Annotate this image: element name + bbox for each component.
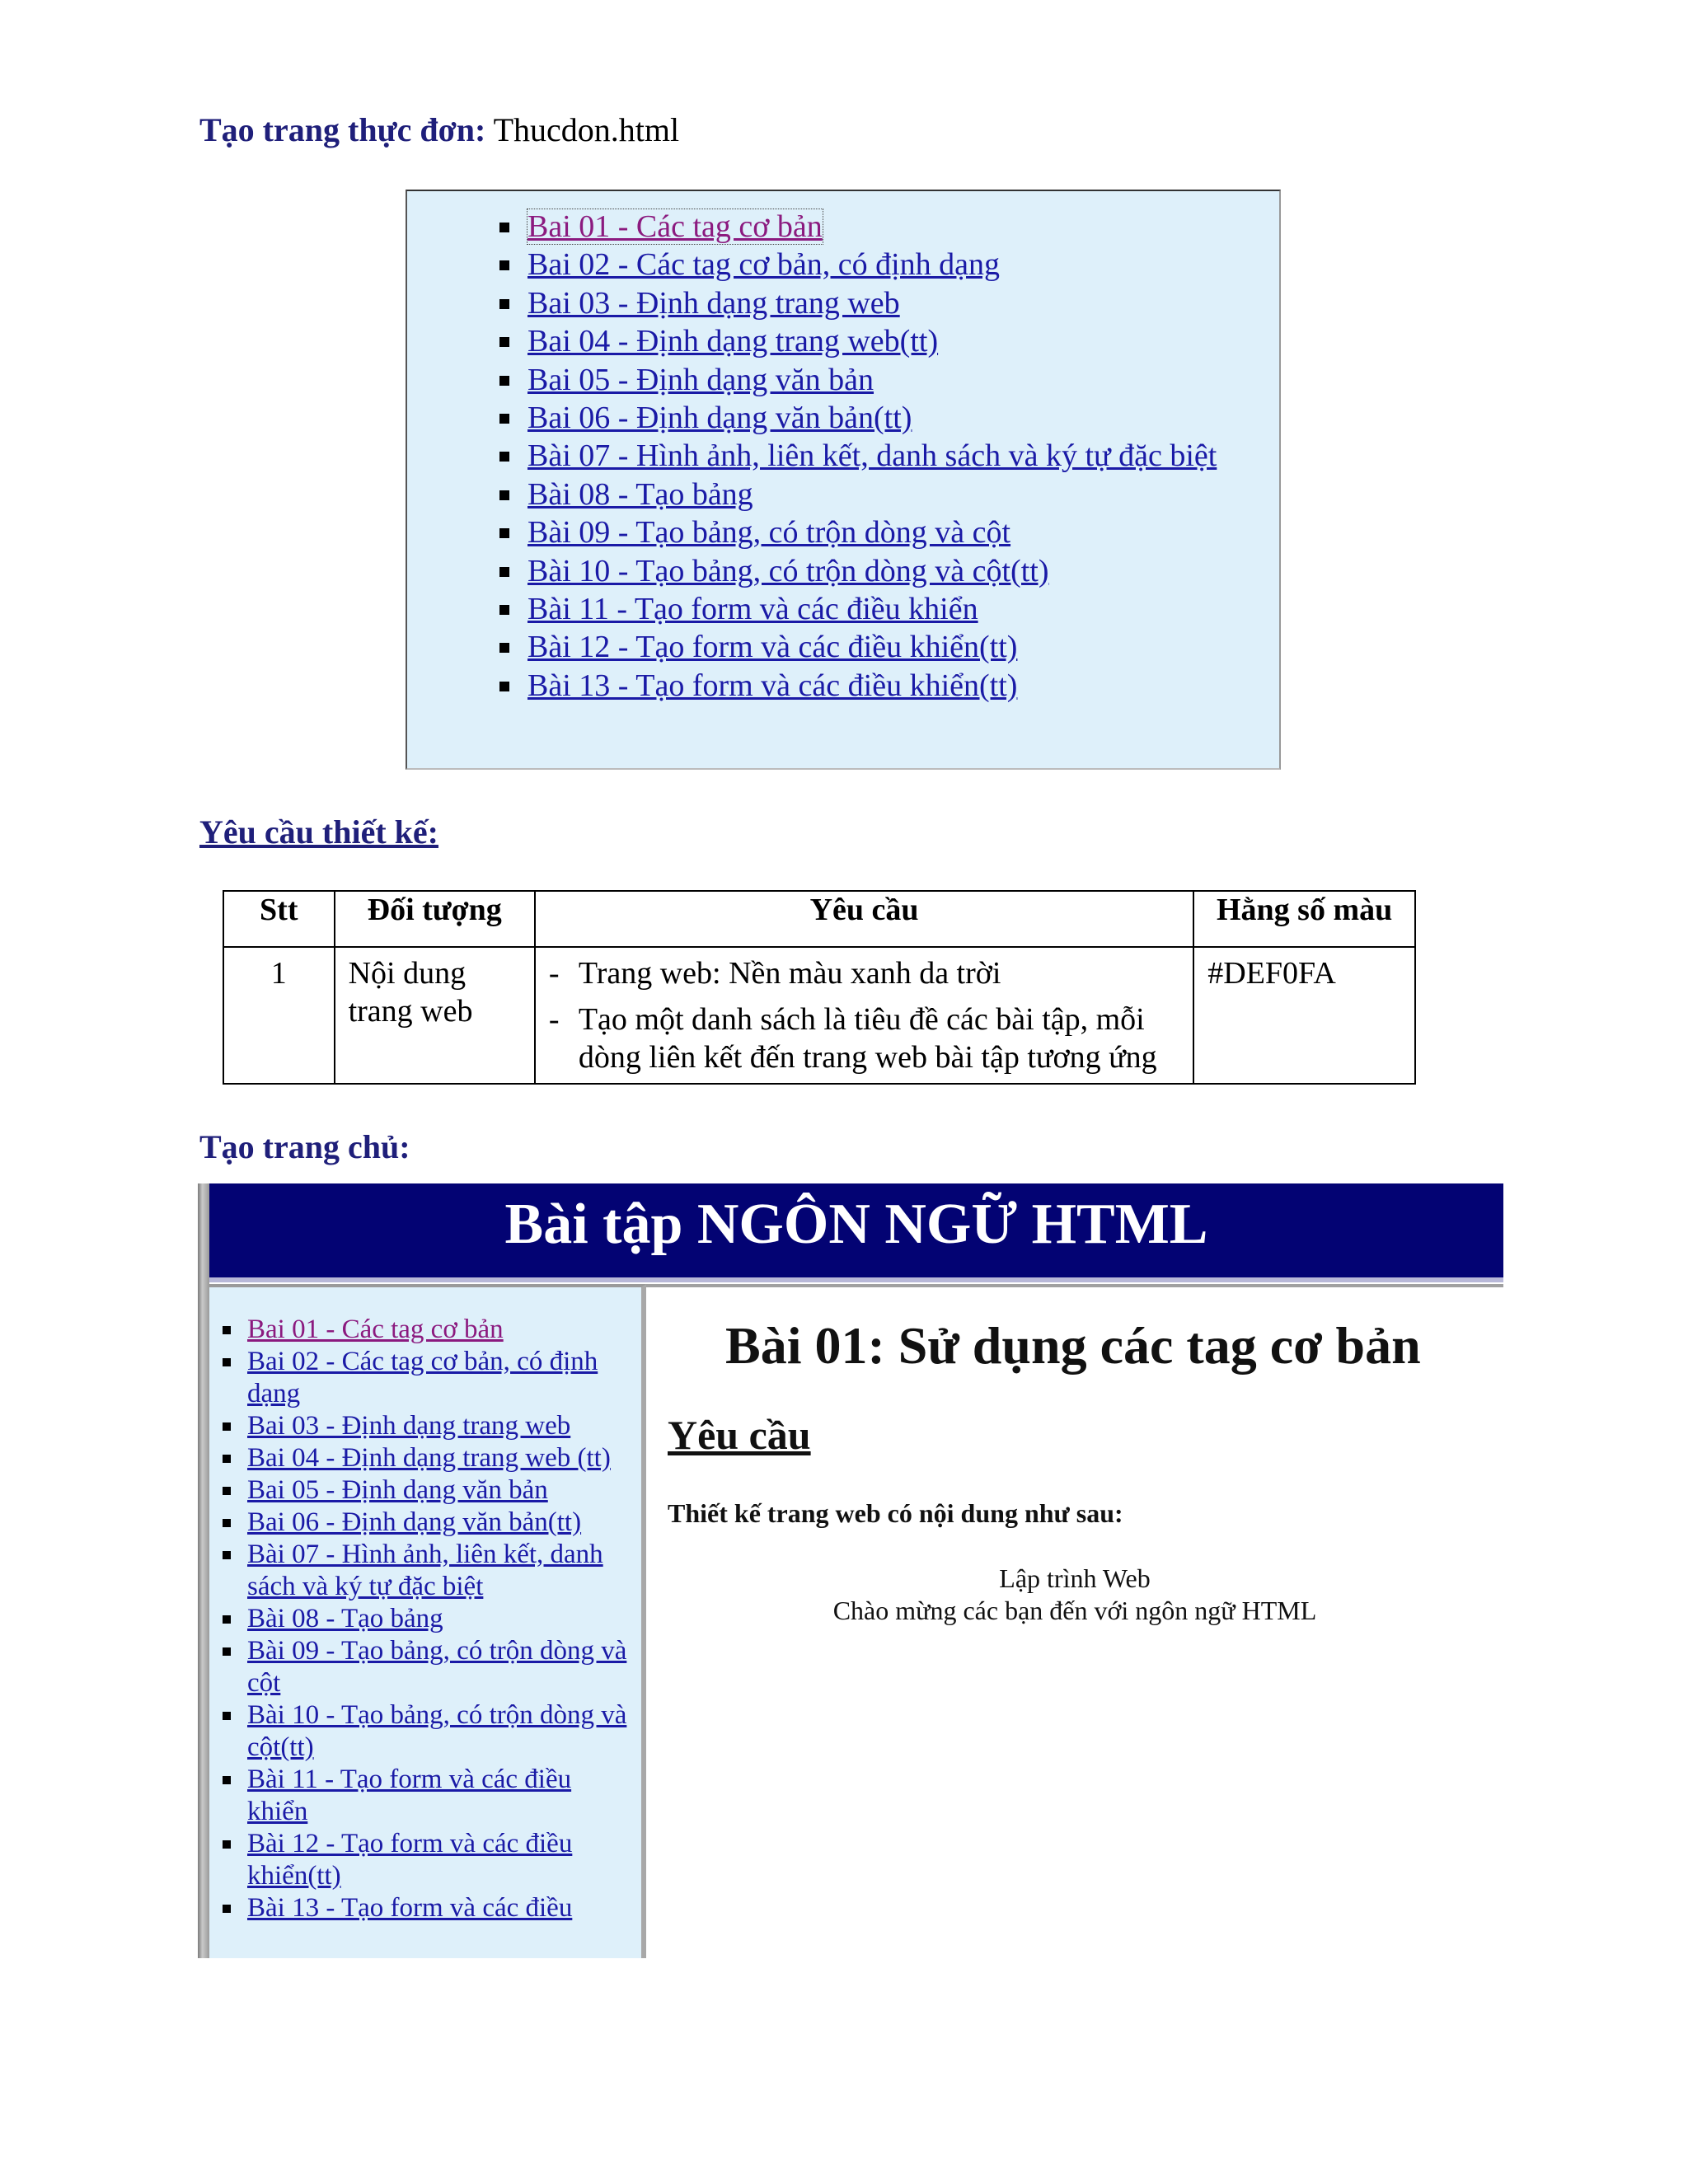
sidebar-menu bbox=[209, 1284, 646, 1958]
sidebar-link-13[interactable]: Bài 13 - Tạo form và các điều bbox=[247, 1893, 573, 1923]
menu-link-03[interactable]: Bai 03 - Định dạng trang web bbox=[528, 285, 900, 321]
content-description: Thiết kế trang web có nội dung như sau: bbox=[668, 1498, 1123, 1528]
menu-link-08[interactable]: Bài 08 - Tạo bảng bbox=[528, 476, 753, 512]
col-header-requirement: Yêu cầu bbox=[535, 891, 1193, 947]
content-pane bbox=[646, 1284, 1503, 1958]
menu-item[interactable] bbox=[499, 246, 1217, 284]
homepage-screenshot bbox=[198, 1183, 1503, 1958]
sidebar-link-03[interactable]: Bai 03 - Định dạng trang web bbox=[247, 1411, 571, 1441]
requirements-heading: Yêu cầu thiết kế: bbox=[199, 813, 438, 851]
menu-item[interactable] bbox=[499, 361, 1217, 399]
sidebar-link-06[interactable]: Bai 06 - Định dạng văn bản(tt) bbox=[247, 1507, 582, 1537]
menu-list bbox=[499, 208, 1217, 705]
home-page-heading: Tạo trang chủ: bbox=[199, 1128, 410, 1165]
menu-item[interactable] bbox=[499, 208, 1217, 246]
menu-page-heading-label: Tạo trang thực đơn: bbox=[199, 111, 486, 148]
cell-color-const: #DEF0FA bbox=[1193, 947, 1415, 1084]
banner-title: Bài tập NGÔN NGỮ HTML bbox=[209, 1183, 1503, 1282]
menu-link-05[interactable]: Bai 05 - Định dạng văn bản bbox=[528, 362, 874, 397]
sidebar-item[interactable] bbox=[223, 1892, 635, 1924]
menu-link-09[interactable]: Bài 09 - Tạo bảng, có trộn dòng và cột bbox=[528, 515, 1011, 551]
requirement-item: - Tạo một danh sách là tiêu đề các bài tập, mỗi dòng liên kết đến trang web bài tập tương ứng bbox=[549, 1001, 1179, 1076]
sidebar-item[interactable] bbox=[223, 1828, 635, 1892]
sidebar-item[interactable] bbox=[223, 1410, 635, 1442]
table-header-row bbox=[223, 891, 1415, 947]
menu-item[interactable] bbox=[499, 322, 1217, 360]
sidebar-link-08[interactable]: Bài 08 - Tạo bảng bbox=[247, 1604, 443, 1633]
table-row bbox=[223, 947, 1415, 1084]
demo-line-1: Lập trình Web bbox=[999, 1563, 1151, 1593]
menu-item[interactable] bbox=[499, 437, 1217, 475]
sidebar-link-07[interactable]: Bài 07 - Hình ảnh, liên kết, danh sách và ký tự đặc biệt bbox=[247, 1540, 603, 1601]
menu-link-12[interactable]: Bài 12 - Tạo form và các điều khiển(tt) bbox=[528, 630, 1018, 665]
sidebar-link-05[interactable]: Bai 05 - Định dạng văn bản bbox=[247, 1475, 548, 1505]
menu-item[interactable] bbox=[499, 590, 1217, 628]
sidebar-item[interactable] bbox=[223, 1699, 635, 1764]
menu-link-07[interactable]: Bài 07 - Hình ảnh, liên kết, danh sách và ký tự đặc biệt bbox=[528, 438, 1217, 474]
sidebar-item[interactable] bbox=[223, 1474, 635, 1507]
menu-link-04[interactable]: Bai 04 - Định dạng trang web(tt) bbox=[528, 324, 939, 359]
sidebar-link-11[interactable]: Bài 11 - Tạo form và các điều khiển bbox=[247, 1765, 572, 1826]
sidebar-item[interactable] bbox=[223, 1764, 635, 1828]
sidebar-link-04[interactable]: Bai 04 - Định dạng trang web (tt) bbox=[247, 1443, 611, 1473]
menu-link-01[interactable]: Bai 01 - Các tag cơ bản bbox=[528, 209, 823, 244]
menu-item[interactable] bbox=[499, 284, 1217, 322]
sidebar-item[interactable] bbox=[223, 1507, 635, 1539]
sidebar-item[interactable] bbox=[223, 1442, 635, 1474]
cell-requirements bbox=[535, 947, 1193, 1084]
menu-preview-box bbox=[406, 190, 1281, 770]
requirement-item: - Trang web: Nền màu xanh da trời bbox=[549, 954, 1179, 992]
menu-link-06[interactable]: Bai 06 - Định dạng văn bản(tt) bbox=[528, 401, 912, 436]
menu-page-heading bbox=[199, 109, 679, 152]
sidebar-item[interactable] bbox=[223, 1635, 635, 1699]
cell-object: Nội dung trang web bbox=[335, 947, 535, 1084]
menu-link-11[interactable]: Bài 11 - Tạo form và các điều khiển bbox=[528, 592, 978, 627]
sidebar-link-09[interactable]: Bài 09 - Tạo bảng, có trộn dòng và cột bbox=[247, 1636, 627, 1698]
sidebar-link-12[interactable]: Bài 12 - Tạo form và các điều khiển(tt) bbox=[247, 1829, 573, 1891]
sidebar-item[interactable] bbox=[223, 1539, 635, 1603]
sidebar-item[interactable] bbox=[223, 1603, 635, 1635]
sidebar-link-02[interactable]: Bai 02 - Các tag cơ bản, có định dạng bbox=[247, 1347, 598, 1408]
requirements-table bbox=[223, 890, 1416, 1085]
col-header-stt: Stt bbox=[223, 891, 335, 947]
menu-page-filename: Thucdon.html bbox=[493, 111, 680, 148]
menu-link-13[interactable]: Bài 13 - Tạo form và các điều khiển(tt) bbox=[528, 668, 1018, 703]
menu-item[interactable] bbox=[499, 476, 1217, 513]
sidebar-link-10[interactable]: Bài 10 - Tạo bảng, có trộn dòng và cột(tt) bbox=[247, 1700, 627, 1762]
menu-link-02[interactable]: Bai 02 - Các tag cơ bản, có định dạng bbox=[528, 247, 1001, 283]
demo-line-2: Chào mừng các bạn đến với ngôn ngữ HTML bbox=[832, 1596, 1317, 1625]
menu-item[interactable] bbox=[499, 628, 1217, 666]
menu-item[interactable] bbox=[499, 667, 1217, 705]
sidebar-item[interactable] bbox=[223, 1346, 635, 1410]
sidebar-list bbox=[223, 1314, 635, 1924]
content-subtitle: Yêu cầu bbox=[668, 1412, 811, 1458]
demo-text-block bbox=[646, 1563, 1503, 1627]
sidebar-item[interactable] bbox=[223, 1314, 635, 1346]
content-title: Bài 01: Sử dụng các tag cơ bản bbox=[725, 1316, 1421, 1375]
menu-item[interactable] bbox=[499, 399, 1217, 437]
col-header-object: Đối tượng bbox=[335, 891, 535, 947]
cell-stt: 1 bbox=[223, 947, 335, 1084]
col-header-color: Hằng số màu bbox=[1193, 891, 1415, 947]
menu-link-10[interactable]: Bài 10 - Tạo bảng, có trộn dòng và cột(tt) bbox=[528, 553, 1049, 588]
menu-item[interactable] bbox=[499, 513, 1217, 551]
window-edge bbox=[198, 1183, 209, 1958]
menu-item[interactable] bbox=[499, 552, 1217, 590]
sidebar-link-01[interactable]: Bai 01 - Các tag cơ bản bbox=[247, 1315, 504, 1344]
